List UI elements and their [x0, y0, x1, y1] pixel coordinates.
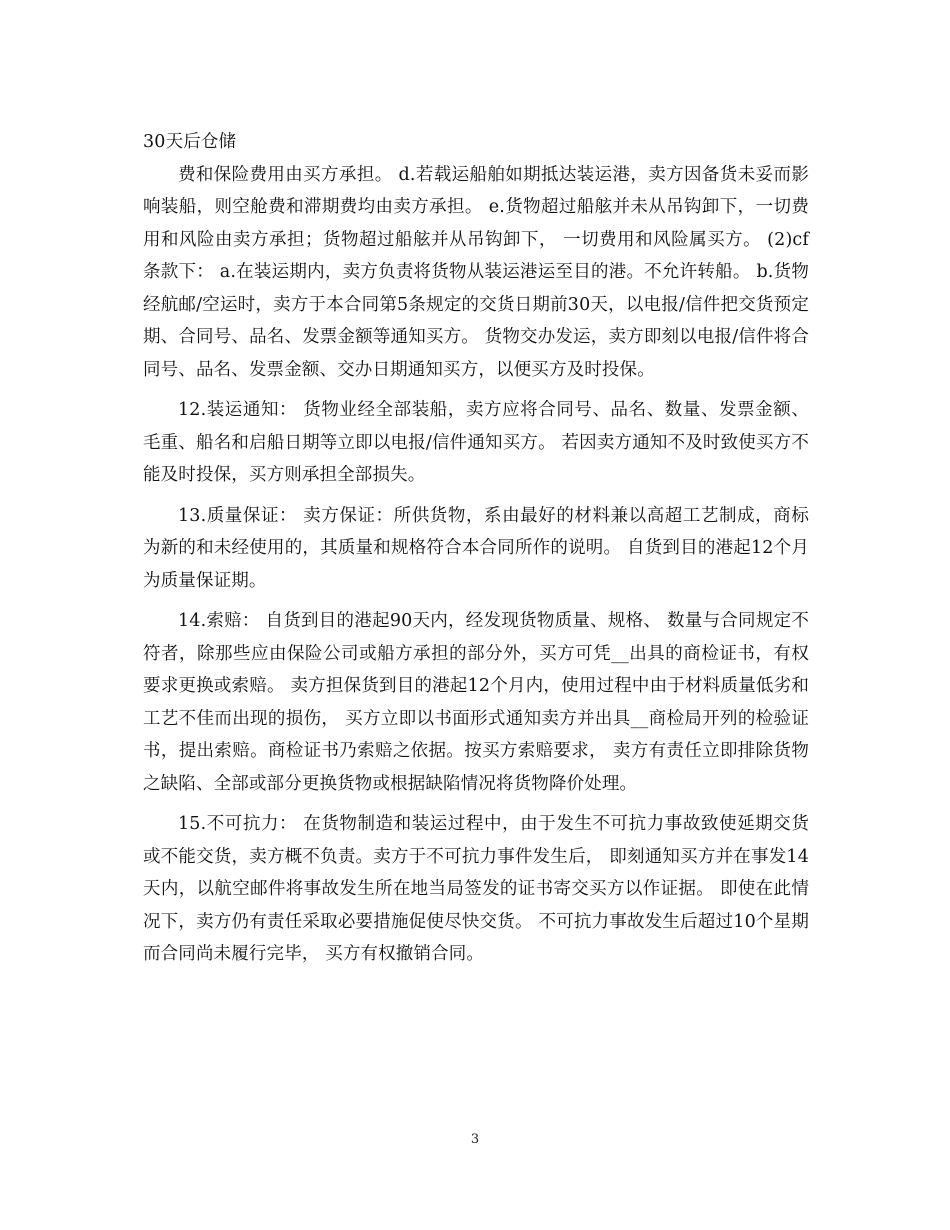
paragraph-shipping-notice: 12.装运通知： 货物业经全部装船，卖方应将合同号、品名、数量、发票金额、毛重、船名和启船日期等立即以电报/信件通知买方。 若因卖方通知不及时致使买方不能及时投保，买方则承担全部损失。	[143, 400, 809, 485]
page-number: 3	[470, 1132, 480, 1147]
paragraph-quality-guarantee: 13.质量保证： 卖方保证：所供货物，系由最好的材料兼以高超工艺制成，商标为新的和未经使用的，其质量和规格符合本合同所作的说明。 自货到目的港起12个月为质量保证期。	[143, 505, 809, 591]
document-body	[143, 126, 809, 979]
paragraph-continuation-heading: 30天后仓储	[143, 132, 237, 152]
paragraph-force-majeure: 15.不可抗力： 在货物制造和装运过程中，由于发生不可抗力事故致使延期交货或不能交货，卖方概不负责。卖方于不可抗力事件发生后， 即刻通知买方并在事发14天内，以航空邮件将事故发生所在地当局签发的证书寄交买方以作证据。 即使在此情况下，卖方仍有责任采取必要措施促使尽快交货。 不可抗力事故发生后超过10个星期而合同尚未履行完毕， 买方有权撤销合同。	[143, 814, 809, 964]
paragraph-claims: 14.索赔： 自货到目的港起90天内，经发现货物质量、规格、 数量与合同规定不符者，除那些应由保险公司或船方承担的部分外，买方可凭__出具的商检证书，有权要求更换或索赔。 卖方担保货到目的港起12个月内，使用过程中由于材料质量低劣和工艺不佳而出现的损伤， 买方立即以书面形式通知卖方并出具__商检局开列的检验证书，提出索赔。商检证书乃索赔之依据。按买方索赔要求， 卖方有责任立即排除货物之缺陷、全部或部分更换货物或根据缺陷情况将货物降价处理。	[143, 611, 809, 794]
paragraph-insurance-and-cf-terms: 费和保险费用由买方承担。 d.若载运船舶如期抵达装运港，卖方因备货未妥而影响装船，则空舱费和滞期费均由卖方承担。 e.货物超过船舷并未从吊钩卸下，一切费用和风险由卖方承担；货物超过船舷并从吊钩卸下， 一切费用和风险属买方。 (2)cf条款下： a.在装运期内，卖方负责将货物从装运港运至目的港。不允许转船。 b.货物经航邮/空运时，卖方于本合同第5条规定的交货日期前30天，以电报/信件把交货预定期、合同号、品名、发票金额等通知买方。 货物交办发运，卖方即刻以电报/信件将合同号、品名、发票金额、交办日期通知买方，以便买方及时投保。	[143, 164, 809, 380]
